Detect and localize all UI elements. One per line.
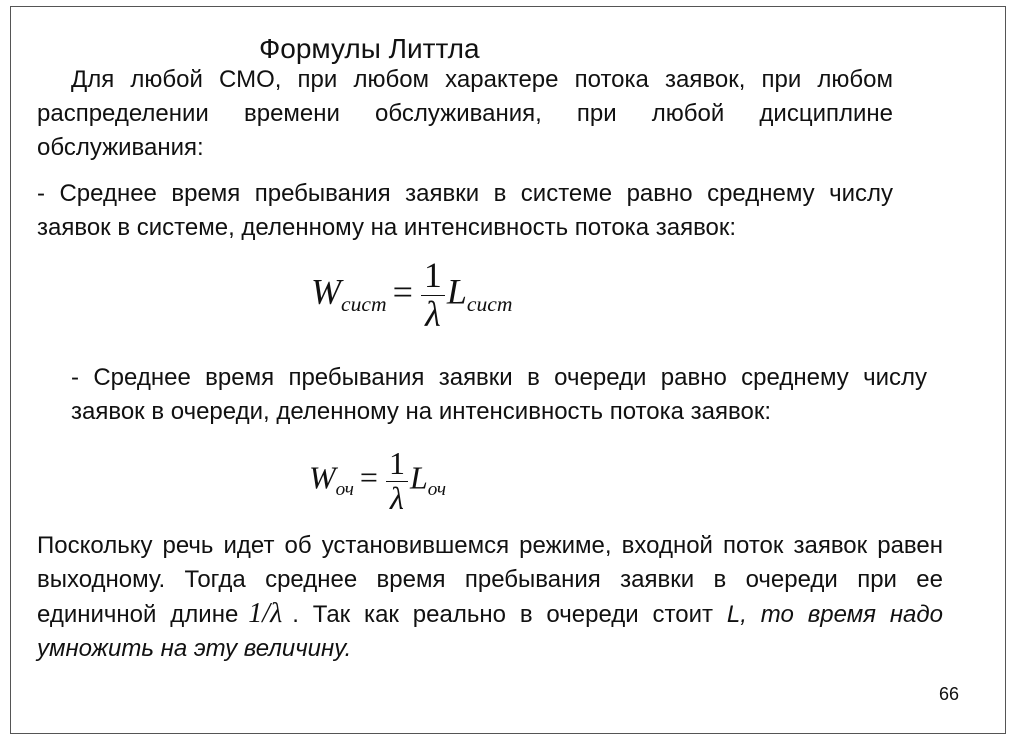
slide [10, 6, 1006, 734]
conclusion-part2: . Так как реально в очереди стоит [292, 601, 714, 628]
conclusion-part1: Поскольку речь идет об установившемся режиме, входной поток заявок равен выходному. Тогда среднее время пребывания заявки в очереди при ее единичной длине [37, 532, 943, 628]
formula-queue-numerator: 1 [386, 447, 408, 482]
formula-system-lhs: W [311, 271, 341, 312]
formula-system-rhs: L [446, 271, 467, 312]
formula-system [311, 257, 512, 334]
formula-queue-rhs-sub: оч [427, 479, 447, 501]
formula-system-fraction [421, 257, 445, 334]
formula-system-lhs-sub: сист [341, 292, 387, 317]
slide-title: Формулы Литтла [259, 33, 480, 64]
formula-system-eq: = [392, 271, 413, 312]
rule-queue-paragraph: - Среднее время пребывания заявки в очереди равно среднему числу заявок в очереди, деленному на интенсивность потока заявок: [71, 364, 927, 425]
formula-system-rhs-sub: сист [466, 292, 513, 317]
rule-system-paragraph: - Среднее время пребывания заявки в системе равно среднему числу заявок в системе, деленному на интенсивность потока заявок: [37, 180, 893, 241]
formula-queue-denominator: λ [390, 479, 404, 516]
formula-queue-eq: = [359, 459, 378, 496]
conclusion-paragraph [37, 529, 943, 666]
formula-queue-lhs: W [309, 459, 336, 496]
formula-queue-rhs: L [409, 459, 428, 496]
formula-queue [309, 447, 446, 515]
formula-system-denominator: λ [425, 293, 441, 334]
intro-paragraph: Для любой СМО, при любом характере потока заявок, при любом распределении времени обслуживания, при любой дисциплине обслуживания: [37, 66, 893, 161]
formula-system-numerator: 1 [421, 257, 445, 296]
formula-queue-lhs-sub: оч [335, 479, 354, 501]
conclusion-part3: L, то время надо умножить на эту величину. [37, 601, 943, 662]
page-number: 66 [938, 684, 959, 704]
formula-queue-fraction [386, 447, 408, 515]
inline-formula: 1/λ [248, 598, 283, 629]
